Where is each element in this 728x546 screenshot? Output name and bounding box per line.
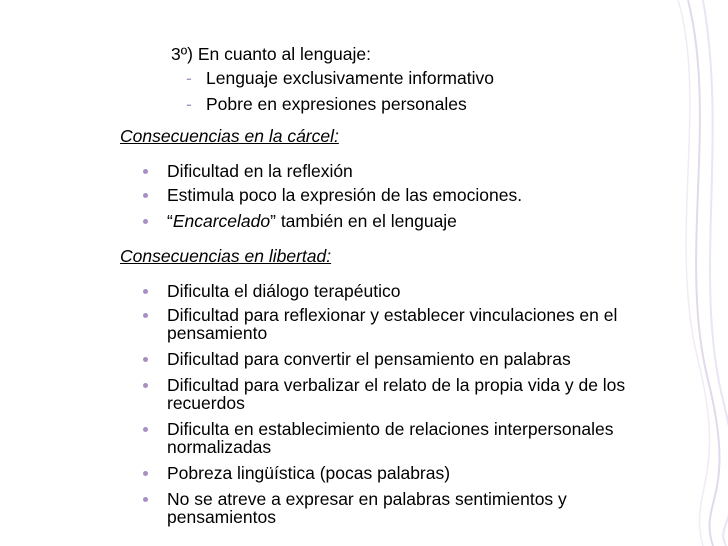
bullet-icon [143,193,148,198]
bullet-icon [143,497,148,502]
list-item: Dificulta en establecimiento de relaciones interpersonales [167,419,614,439]
list-item: Dificultad para reflexionar y establecer vinculaciones en el [167,305,618,325]
list-item: “Encarcelado” también en el lenguaje [167,211,457,231]
libertad-heading: Consecuencias en libertad: [120,246,332,266]
list-item: - Lenguaje exclusivamente informativo [186,68,494,88]
list-item: Pobreza lingüística (pocas palabras) [167,463,451,483]
list-item-continuation: pensamiento [167,323,268,343]
bullet-icon [143,313,148,318]
carcel-heading: Consecuencias en la cárcel: [120,126,339,146]
dash-marker: - [186,68,192,88]
list-item-continuation: pensamientos [167,507,276,527]
list-item: Dificulta el diálogo terapéutico [167,281,401,301]
list-item: Dificultad para convertir el pensamiento en palabras [167,349,571,369]
list-item: - Pobre en expresiones personales [186,94,467,114]
dash-marker: - [186,94,192,114]
list-item: Dificultad para verbalizar el relato de la propia vida y de los [167,375,626,395]
bullet-icon [143,427,148,432]
bullet-icon [143,219,148,224]
list-item: Estimula poco la expresión de las emociones. [167,185,523,205]
bullet-icon [143,169,148,174]
bullet-icon [143,357,148,362]
list-item-continuation: recuerdos [167,393,245,413]
list-item-continuation: normalizadas [167,437,272,457]
section-lenguaje-title: 3º) En cuanto al lenguaje: [171,44,372,64]
bullet-icon [143,471,148,476]
list-item: No se atreve a expresar en palabras sentimientos y [167,489,567,509]
bullet-icon [143,289,148,294]
bullet-icon [143,383,148,388]
list-item: Dificultad en la reflexión [167,161,353,181]
